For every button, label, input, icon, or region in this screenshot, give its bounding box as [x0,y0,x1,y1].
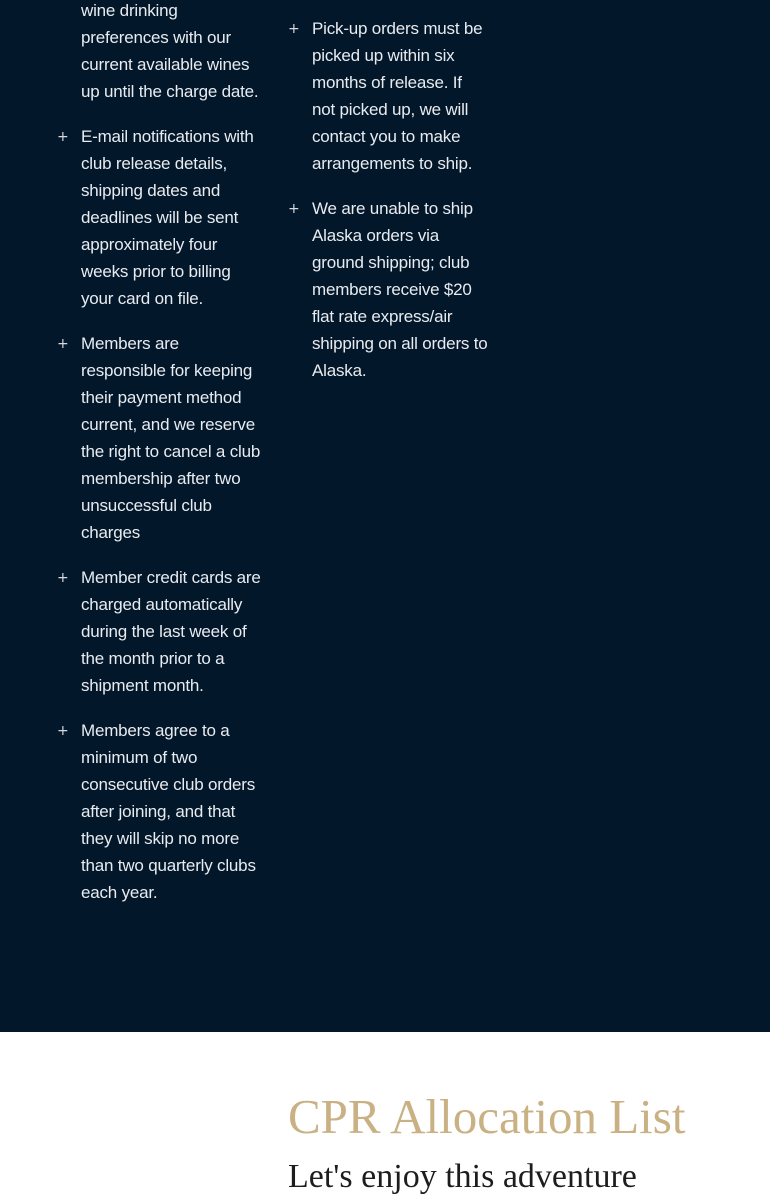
list-item [57,564,262,699]
term-text: Members are responsible for keeping their payment method current, and we reserve the right to cancel a club membership after two unsuccessful club charges [81,334,261,542]
list-item [57,330,262,546]
term-text: E-mail notifications with club release details, shipping dates and deadlines will be sent approximately four weeks prior to billing your card on file. [81,127,254,308]
list-item [288,195,488,384]
term-text: Pick-up orders must be picked up within six months of release. If not picked up, we will contact you to make arrangements to ship. [312,19,483,173]
term-text: Member credit cards are charged automatically during the last week of the month prior to a shipment month. [81,568,261,695]
list-item [288,15,488,177]
plus-bullet-icon: + [57,570,69,586]
section-subtitle: Let's enjoy this adventure [288,1158,637,1195]
list-item [57,123,262,312]
section-title: CPR Allocation List [288,1089,686,1144]
plus-bullet-icon: + [288,201,300,217]
plus-bullet-icon: + [57,336,69,352]
allocation-list-section [0,1032,770,1195]
plus-bullet-icon: + [288,21,300,37]
list-item [57,717,262,906]
club-terms-list-right [288,15,488,402]
plus-bullet-icon: + [57,723,69,739]
term-text: wine drinking preferences with our current available wines up until the charge date. [81,1,259,101]
term-text: We are unable to ship Alaska orders via ground shipping; club members receive $20 flat rate express/air shipping on all orders to Alaska. [312,199,488,380]
plus-bullet-icon: + [57,129,69,145]
list-item [57,0,262,105]
club-terms-list-left [57,0,262,924]
term-text: Members agree to a minimum of two consecutive club orders after joining, and that they will skip no more than two quarterly clubs each year. [81,721,256,902]
